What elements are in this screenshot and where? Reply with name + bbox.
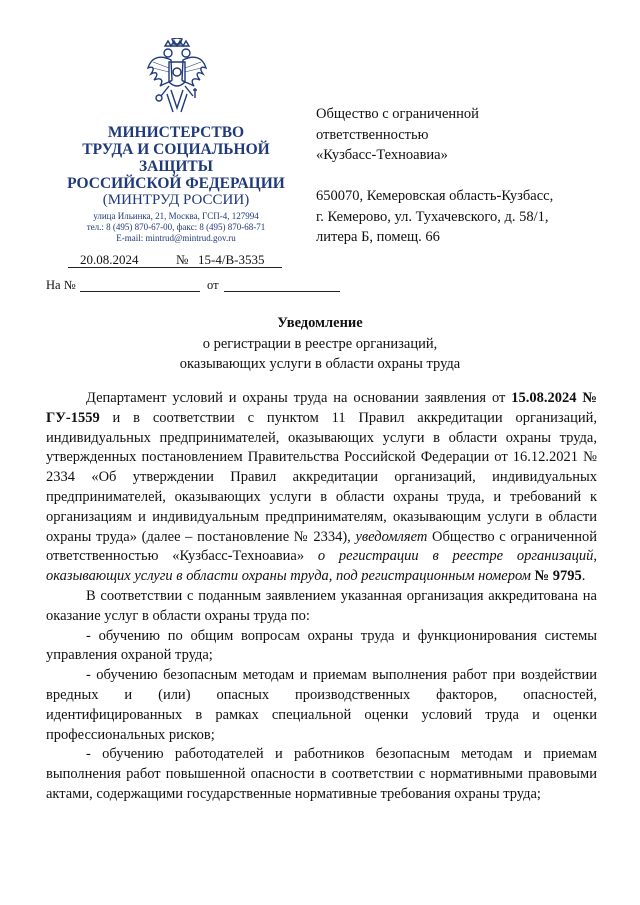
service-item-1: - обучению по общим вопросам охраны труда и функционирования системы управления охраной труда; <box>46 627 597 664</box>
service-item-3: - обучению работодателей и работников безопасным методам и приемам выполнения работ повышенной опасности в соответствии с нормативными правовыми актами, содержащими государственные нормативные требования охраны труда; <box>46 746 597 802</box>
ministry-phone: тел.: 8 (495) 870-67-00, факс: 8 (495) 870-68-71 <box>86 222 266 232</box>
recipient-line1: Общество с ограниченной <box>316 106 479 122</box>
document-title <box>40 313 600 375</box>
p1-text-c: Общество с ограниченной ответственностью «Кузбасс-Техноавиа» <box>46 528 597 565</box>
ministry-email: E-mail: mintrud@mintrud.gov.ru <box>116 233 236 243</box>
document-body <box>46 389 597 805</box>
title-heading: Уведомление <box>277 315 363 331</box>
p1-notify-word: уведомляет <box>355 528 428 545</box>
ot-blank-line <box>224 291 340 292</box>
p1-application-number: № ГУ-1559 <box>46 390 597 426</box>
ot-label: от <box>207 278 219 292</box>
p1-registry-number: № 9795 <box>534 568 582 585</box>
registration-underline <box>68 267 282 268</box>
na-blank-line <box>80 291 200 292</box>
ministry-name-line1: МИНИСТЕРСТВО <box>107 124 245 141</box>
recipient-address2: г. Кемерово, ул. Тухачевского, д. 58/1, <box>316 208 549 225</box>
p1-end: . <box>581 568 586 585</box>
p1-application-date: 15.08.2024 <box>511 390 577 406</box>
paragraph-2: В соответствии с поданным заявлением указанная организация аккредитована на оказание услуг в области охраны труда по: <box>46 587 597 624</box>
na-label: На № <box>46 278 76 292</box>
recipient-address1: 650070, Кемеровская область-Кузбасс, <box>316 188 554 204</box>
service-item-2: - обучению безопасным методам и приемам выполнения работ при воздействии вредных и (или) опасных производственных факторов, опасностей, идентифицированных в рамках специальной оценки условий труда и оценки профессиональных рисков; <box>46 667 597 743</box>
ministry-name-line3: ЗАЩИТЫ <box>138 158 213 175</box>
recipient-line3: «Кузбасс-Техноавиа» <box>316 147 448 163</box>
p1-text-b: и в соответствии с пунктом 11 Правил аккредитации организаций, индивидуальных предпринимателей, оказывающих услуги в области охраны труда, утвержденных постановлением Правительства Российской Федерации от 16.12.2021 № 2334 «Об утверждении Правил аккредитации организаций, индивидуальных предпринимателей, оказывающих услуги в области охраны труда, и требований к организациям и индивидуальным предпринимателям, оказывающим услуги в области охраны труда» (далее – постановление № 2334), <box>46 409 597 545</box>
registration-number: 15-4/В-3535 <box>198 252 265 267</box>
outgoing-registration <box>68 252 282 268</box>
p1-text-a: Департамент условий и охраны труда на основании заявления от <box>86 390 512 406</box>
paragraph-1 <box>46 389 597 587</box>
registration-date: 20.08.2024 <box>80 252 139 267</box>
russian-coat-of-arms-icon <box>145 38 209 118</box>
recipient-line2: ответственностью <box>316 126 429 143</box>
ministry-name-line2: ТРУДА И СОЦИАЛЬНОЙ <box>82 141 270 158</box>
registration-no-label: № <box>176 252 189 267</box>
incoming-reference <box>46 278 298 294</box>
ministry-short-name: (МИНТРУД РОССИИ) <box>102 192 250 208</box>
p1-italic-text: о регистрации в реестре организаций, оказывающих услуги в области охраны труда, под регистрационным номером <box>46 548 597 585</box>
title-subline1: о регистрации в реестре организаций, <box>202 335 438 352</box>
recipient-block <box>316 104 616 248</box>
recipient-address3: литера Б, помещ. 66 <box>316 229 440 245</box>
ministry-address: улица Ильинка, 21, Москва, ГСП-4, 127994 <box>93 211 259 221</box>
ministry-name-line4: РОССИЙСКОЙ ФЕДЕРАЦИИ <box>67 175 285 192</box>
title-subline2: оказывающих услуги в области охраны труда <box>179 356 461 372</box>
